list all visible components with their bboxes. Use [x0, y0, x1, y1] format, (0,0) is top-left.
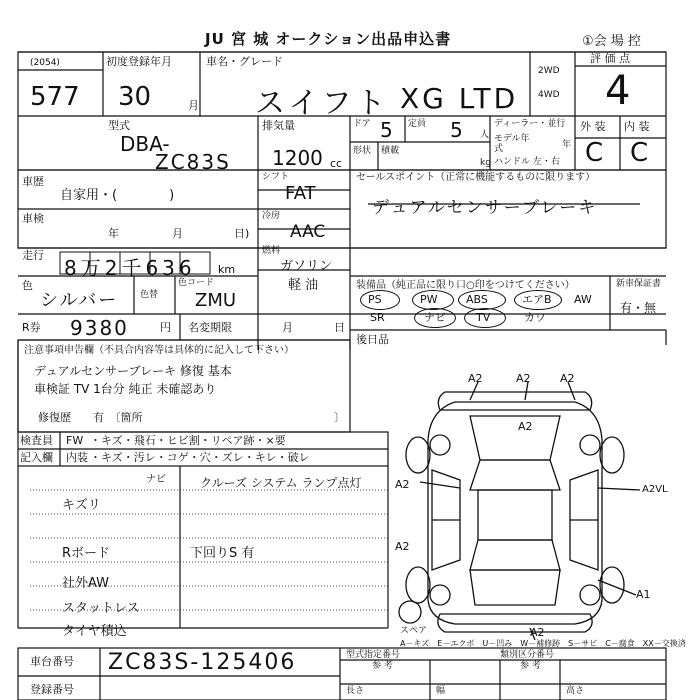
history-label: 車歴 [22, 175, 44, 188]
damage-mark-front-center: A2 [516, 372, 531, 385]
ac-label: 冷房 [262, 211, 281, 221]
handle-label: ハンドル 左・右 [494, 157, 560, 167]
recycle-label: R券 [22, 321, 41, 334]
inspection-day: 日) [234, 227, 250, 240]
equip-pw: PW [420, 293, 438, 306]
repair-close: 〕 [334, 411, 345, 424]
capacity-unit: 人 [480, 130, 490, 140]
damage-mark-left-side: A2 [395, 478, 410, 491]
doors-value: 5 [380, 118, 393, 142]
damage-mark-hood: A2 [518, 420, 533, 433]
later-label: 後日品 [356, 333, 389, 346]
inspection-month: 月 [172, 227, 183, 240]
width-label: 幅 [436, 686, 446, 696]
remark-0: ナビ [146, 474, 166, 485]
inspector-row2: ・キズ・汚レ・コゲ・穴・ズレ・キレ・破レ [90, 451, 310, 464]
exterior-grade: C [585, 138, 604, 168]
damage-mark-front-left: A2 [468, 372, 483, 385]
reg-year-label: 初度登録年月 [106, 55, 172, 68]
color-num-label: 色替 [140, 290, 159, 300]
capacity-value: 5 [450, 118, 463, 142]
equip-sr: SR [370, 311, 385, 324]
notes-line1: デュアルセンサーブレーキ 修復 基本 [34, 364, 232, 378]
equip-abs: ABS [466, 293, 488, 306]
displacement-unit: cc [330, 157, 343, 170]
eval-score: 4 [605, 68, 631, 114]
equip-navi: ナビ [424, 311, 446, 324]
height-label: 高さ [566, 686, 585, 696]
load-unit: kg [480, 158, 491, 168]
equip-ps: PS [368, 293, 382, 306]
shape-label: 形状 [353, 146, 372, 156]
interior-label: 内 装 [624, 120, 650, 133]
equip-aw: AW [574, 293, 592, 306]
color-code: ZMU [195, 290, 237, 311]
damage-mark-front-right: A2 [560, 372, 575, 385]
length-label: 長さ [346, 686, 365, 696]
name-change-label: 名変期限 [188, 321, 232, 334]
doors-label: ドア [353, 119, 371, 129]
frame-value: ZC83S-125406 [108, 650, 297, 675]
name-change-day: 日 [334, 321, 345, 334]
inspection-label: 車検 [22, 212, 44, 225]
frame-label: 車台番号 [30, 655, 74, 668]
mileage-label: 走行 [22, 249, 44, 262]
notes-label: 注意事項申告欄（不具合内容等は具体的に記入して下さい） [24, 345, 294, 356]
color-code-label: 色コード [178, 278, 215, 288]
name-change-month: 月 [282, 321, 293, 334]
mileage-unit: km [218, 263, 236, 276]
org-title: JU 宮 城 オークション出品申込書 [205, 30, 452, 48]
venue-label: ①会 場 控 [582, 34, 641, 49]
model-year-label: モデル年式 [494, 134, 530, 154]
inspector-label1: 検査員 [20, 434, 53, 447]
drive-2wd: 2WD [538, 66, 560, 76]
equipment-label: 装備品（純正品に限り口○印をつけてください） [356, 280, 575, 291]
selling-label: セールスポイント（正常に機能するものに限ります） [356, 172, 596, 183]
reg-label: 登録番号 [30, 683, 74, 696]
selling-value: デュアルセンサーブレーキ [372, 198, 598, 218]
shift-value: FAT [285, 183, 316, 204]
name-grade-label: 車名・グレード [206, 55, 283, 68]
inspector-row1: ・キズ・飛石・ヒビ割・リペア跡・×要 [90, 434, 286, 447]
lot-code: (2054) [30, 58, 60, 68]
remark-4: 下回りS 有 [190, 546, 255, 561]
damage-mark-right-rear: A1 [636, 588, 651, 601]
remark-6: スタットレス [62, 601, 140, 616]
color-label: 色 [22, 279, 33, 292]
remark-1: クルーズ システム ランプ点灯 [200, 476, 362, 490]
eval-label: 評 価 点 [590, 52, 630, 65]
model-label: 型式 [108, 119, 130, 132]
mileage-value: 8万2千636 [64, 256, 196, 280]
car-name: スイフト [255, 86, 390, 121]
equip-abs-circle [458, 290, 506, 310]
equip-navi-circle [414, 308, 456, 328]
recycle-unit: 円 [160, 321, 171, 334]
inspection-year: 年 [108, 227, 119, 240]
notes-line2: 車検証 TV 1台分 純正 未確認あり [34, 382, 217, 396]
class-sub: 参 考 [520, 661, 541, 671]
model-code: ZC83S [155, 150, 231, 174]
month-label: 月 [188, 99, 199, 112]
model-year-unit: 年 [562, 140, 572, 150]
fuel-value: ガソリン [280, 259, 333, 274]
equip-airbag-circle [514, 290, 562, 310]
equip-airbag: エアB [522, 293, 552, 306]
damage-mark-rear: A2 [530, 626, 545, 639]
capacity-label: 定員 [408, 119, 427, 129]
color-value: シルバー [40, 290, 119, 311]
shift-label: シフト [262, 172, 290, 182]
drive-4wd: 4WD [538, 90, 560, 100]
equip-tv-circle [464, 308, 506, 328]
history-value: 自家用・( ) [60, 188, 175, 203]
reg-year: 30 [118, 82, 152, 112]
ac-value: AAC [290, 222, 326, 242]
inspector-row1-prefix: FW [66, 434, 84, 447]
new-guarantee-label: 新車保証書 [616, 279, 662, 289]
fuel-label: 燃料 [262, 246, 281, 256]
equip-tv: TV [476, 311, 491, 324]
spare-label: スペア [400, 626, 428, 636]
guarantee-value: 有・無 [620, 301, 657, 315]
legend: A－キズ E－エクボ U－凹み W－補修跡 S－サビ C－腐食 XX－交換済 [400, 639, 686, 648]
inspector-row2-prefix: 内装 [66, 451, 88, 464]
equip-ps-circle [360, 290, 400, 310]
remark-5: 社外AW [62, 576, 110, 591]
remark-3: Rボード [62, 546, 111, 561]
displacement-label: 排気量 [262, 119, 295, 132]
remark-2: キズリ [62, 498, 101, 513]
model-prefix: DBA- [120, 132, 170, 156]
equip-leather: カワ [524, 311, 546, 324]
inspector-label2: 記入欄 [20, 451, 53, 464]
equip-pw-circle [412, 290, 454, 310]
dealer-label: ディーラー・並行 [494, 119, 566, 129]
fuel-alt: 軽 油 [288, 278, 319, 293]
remark-7: タイヤ積込 [62, 624, 127, 639]
form-label: 型式指定番号 [346, 650, 401, 660]
exterior-label: 外 装 [580, 120, 606, 133]
damage-mark-right-side: A2VL [642, 484, 668, 495]
lot-number: 577 [30, 82, 80, 112]
damage-mark-left-rear: A2 [395, 540, 410, 553]
load-label: 積載 [381, 146, 400, 156]
grade: XG LTD [400, 82, 519, 115]
interior-grade: C [630, 138, 649, 168]
displacement-value: 1200 [272, 146, 323, 170]
recycle-value: 9380 [70, 316, 129, 340]
form-sub: 参 考 [372, 661, 393, 671]
class-label: 類別区分番号 [500, 650, 555, 660]
repair-label: 修復歴 有 〔箇所 [38, 411, 143, 424]
